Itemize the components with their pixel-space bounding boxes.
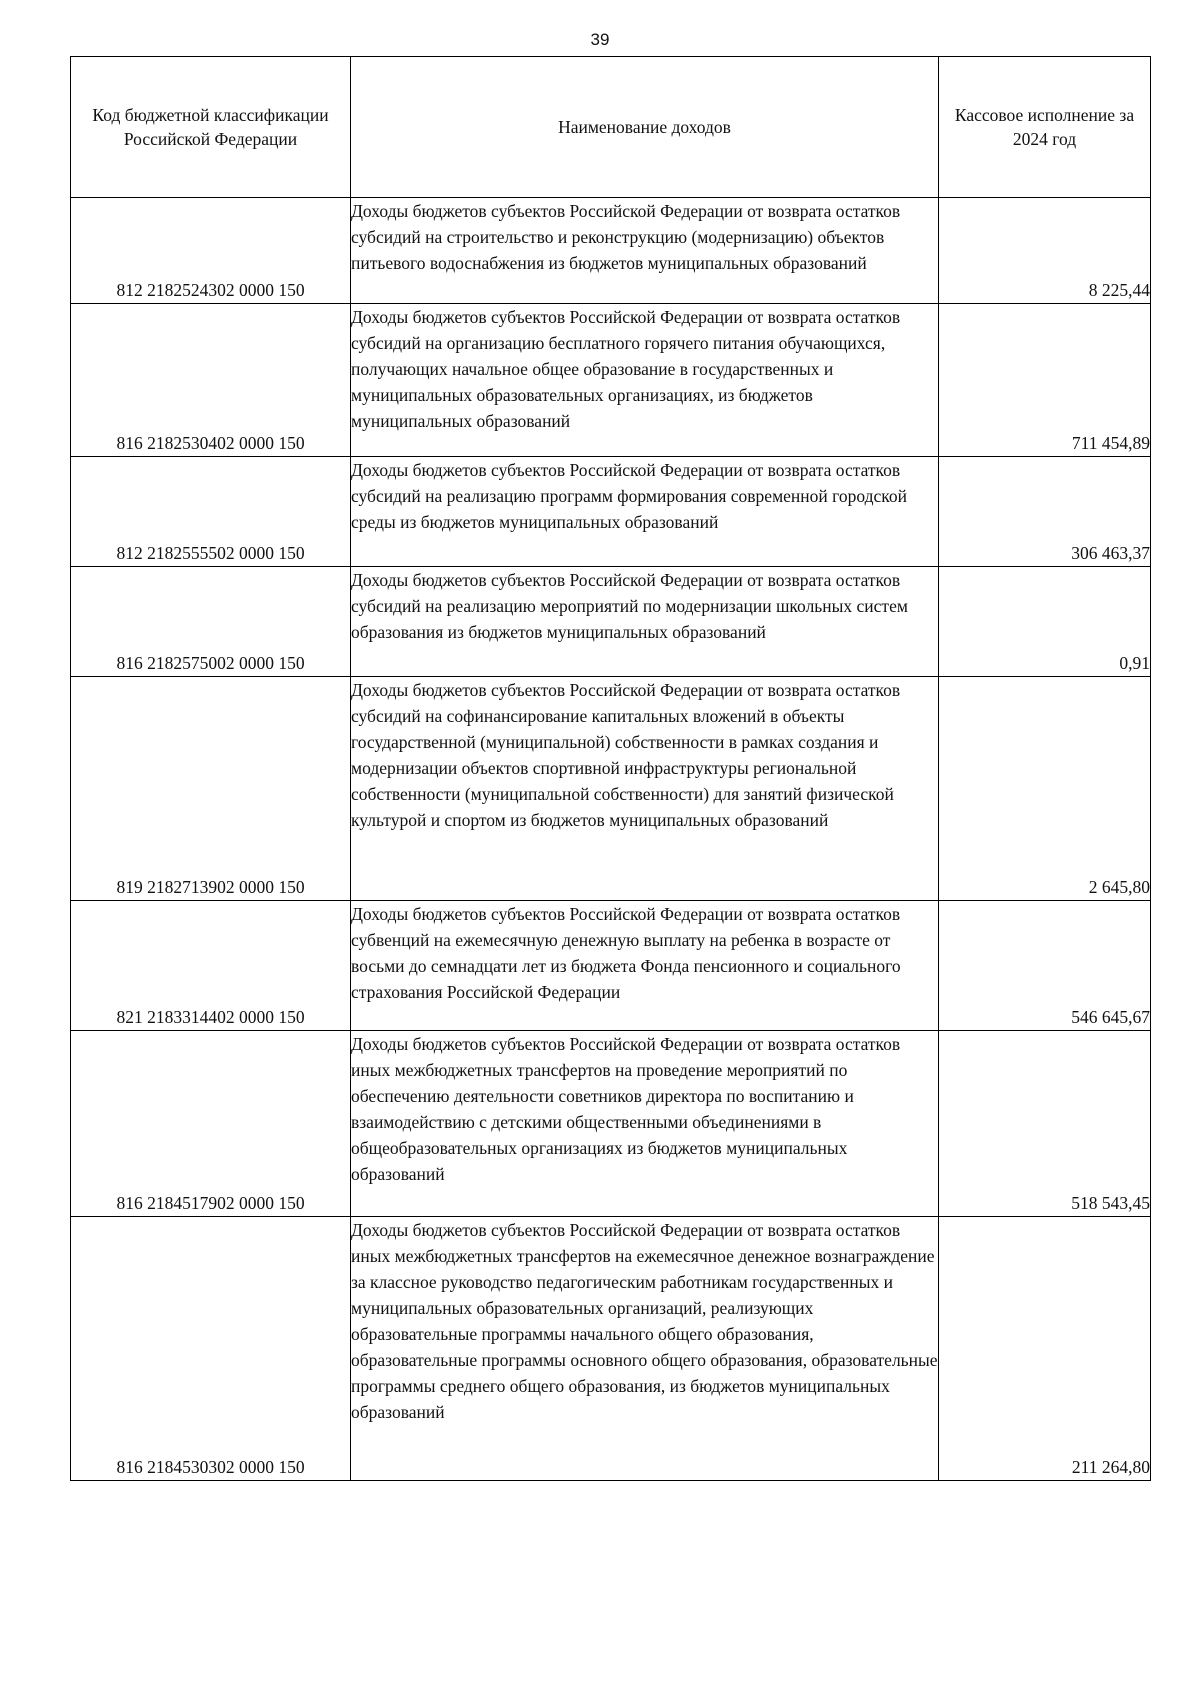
row-code: 816 2184517902 0000 150 [71, 1031, 351, 1217]
table-row [71, 1031, 1151, 1217]
row-amount: 8 225,44 [939, 198, 1151, 304]
row-name: Доходы бюджетов субъектов Российской Федерации от возврата остатков субсидий на организацию бесплатного горячего питания обучающихся, получающих начальное общее образование в государственных и муниципальных образовательных организациях, из бюджетов муниципальных образований [351, 304, 939, 457]
header-name: Наименование доходов [351, 57, 939, 198]
row-code: 812 2182524302 0000 150 [71, 198, 351, 304]
table-row [71, 567, 1151, 677]
table-header-row [71, 57, 1151, 198]
table-row [71, 901, 1151, 1031]
row-name: Доходы бюджетов субъектов Российской Федерации от возврата остатков иных межбюджетных трансфертов на проведение мероприятий по обеспечению деятельности советников директора по воспитанию и взаимодействию с детскими общественными объединениями в общеобразовательных организациях из бюджетов муниципальных образований [351, 1031, 939, 1217]
row-name: Доходы бюджетов субъектов Российской Федерации от возврата остатков субвенций на ежемесячную денежную выплату на ребенка в возрасте от восьми до семнадцати лет из бюджета Фонда пенсионного и социального страхования Российской Федерации [351, 901, 939, 1031]
table-row [71, 198, 1151, 304]
row-code: 816 2184530302 0000 150 [71, 1217, 351, 1481]
row-code: 816 2182575002 0000 150 [71, 567, 351, 677]
row-code: 812 2182555502 0000 150 [71, 457, 351, 567]
row-amount: 306 463,37 [939, 457, 1151, 567]
header-amount: Кассовое исполнение за 2024 год [939, 57, 1151, 198]
row-code: 816 2182530402 0000 150 [71, 304, 351, 457]
row-amount: 711 454,89 [939, 304, 1151, 457]
row-amount: 518 543,45 [939, 1031, 1151, 1217]
row-amount: 546 645,67 [939, 901, 1151, 1031]
row-amount: 2 645,80 [939, 677, 1151, 901]
row-name: Доходы бюджетов субъектов Российской Федерации от возврата остатков субсидий на софинансирование капитальных вложений в объекты государственной (муниципальной) собственности в рамках создания и модернизации объектов спортивной инфраструктуры региональной собственности (муниципальной собственности) для занятий физической культурой и спортом из бюджетов муниципальных образований [351, 677, 939, 901]
table-row [71, 304, 1151, 457]
row-amount: 0,91 [939, 567, 1151, 677]
budget-revenue-table [70, 56, 1151, 1481]
row-code: 821 2183314402 0000 150 [71, 901, 351, 1031]
table-row [71, 457, 1151, 567]
header-code: Код бюджетной классификации Российской Федерации [71, 57, 351, 198]
row-name: Доходы бюджетов субъектов Российской Федерации от возврата остатков субсидий на реализацию программ формирования современной городской среды из бюджетов муниципальных образований [351, 457, 939, 567]
row-name: Доходы бюджетов субъектов Российской Федерации от возврата остатков субсидий на реализацию мероприятий по модернизации школьных систем образования из бюджетов муниципальных образований [351, 567, 939, 677]
page-number: 39 [590, 30, 610, 49]
row-name: Доходы бюджетов субъектов Российской Федерации от возврата остатков субсидий на строительство и реконструкцию (модернизацию) объектов питьевого водоснабжения из бюджетов муниципальных образований [351, 198, 939, 304]
row-name: Доходы бюджетов субъектов Российской Федерации от возврата остатков иных межбюджетных трансфертов на ежемесячное денежное вознаграждение за классное руководство педагогическим работникам государственных и муниципальных образовательных организаций, реализующих образовательные программы начального общего образования, образовательные программы основного общего образования, образовательные программы среднего общего образования, из бюджетов муниципальных образований [351, 1217, 939, 1481]
table-row [71, 677, 1151, 901]
row-code: 819 2182713902 0000 150 [71, 677, 351, 901]
row-amount: 211 264,80 [939, 1217, 1151, 1481]
table-row [71, 1217, 1151, 1481]
